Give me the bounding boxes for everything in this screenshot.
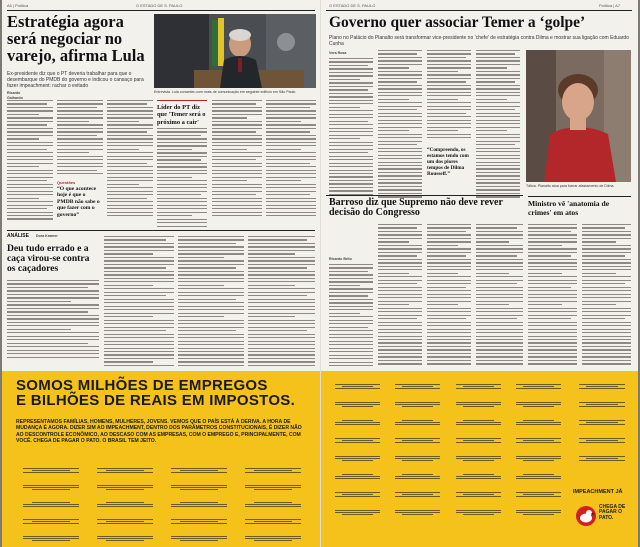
lead-pull-quote: “O que acontece hoje é que o PMDB não sabe o que fazer com o governo”: [57, 186, 100, 218]
lead-text-col-1: [7, 100, 53, 222]
ministro-text-col-1: [528, 224, 577, 367]
lead-headline: Estratégia agora será negociar no varejo, afirma Lula: [7, 12, 145, 65]
lead-text-col-5: [266, 100, 316, 218]
lead-text-col-2: [57, 100, 103, 177]
ad-signatories-right: [329, 383, 567, 523]
right-lead-headline: Governo quer associar Temer a ‘golpe’: [329, 14, 586, 31]
analysis-text-col-4: [248, 236, 315, 368]
left-folio-center: O ESTADO DE S. PAULO: [136, 3, 183, 8]
right-lead-byline: Vera Rosa: [329, 51, 347, 55]
right-folio: Política | A7: [599, 3, 621, 8]
lula-photo: [154, 14, 316, 88]
lead-byline: Ricardo Galhardo: [7, 91, 23, 100]
right-lead-subline: Plano no Palácio do Planalto será transformar vice-presidente no ‘chefe’ de estratégia contra Dilma e mostrar sua ligação com Eduardo Cunha: [329, 35, 629, 47]
duck-icon: [575, 505, 597, 527]
analysis-text-col-2: [104, 236, 174, 368]
dilma-photo-image: [526, 50, 631, 182]
lula-photo-image: [154, 14, 316, 88]
ad-signatories-right-col: [573, 383, 631, 469]
barroso-text-col-3: [427, 224, 471, 367]
right-text-col-3: [427, 50, 471, 141]
right-page: [321, 0, 638, 547]
sidebar-text: [157, 128, 207, 229]
right-text-col-4: [476, 50, 520, 200]
lead-subline: Ex-presidente diz que o PT deveria trabalhar para que o desembarque do PMDB do governo e indicou o cansaço para fazer impeachment: rachar o evitado: [7, 71, 144, 89]
left-folio: A6 | Política: [7, 3, 29, 8]
barroso-text-col-4: [476, 224, 523, 367]
right-text-col-1: [329, 58, 373, 197]
dilma-photo: [526, 50, 631, 182]
analysis-text-col-3: [178, 236, 244, 368]
ad-right-half: [321, 371, 638, 547]
barroso-headline: Barroso diz que Supremo não deve rever decisão do Congresso: [329, 197, 503, 219]
right-pull-quote: “Compreendo, os estamos tendo com um dos piores tempos de Dilma Rousseff.”: [427, 147, 469, 177]
ad-headline: [16, 379, 295, 408]
section-rule-left: [7, 230, 315, 231]
ad-pato-logo: [575, 503, 635, 543]
ministro-text-col-2: [582, 224, 631, 367]
top-rule-right: [326, 10, 632, 11]
ad-signatories-left: [16, 467, 308, 547]
sidebar-title: Líder do PT diz que 'Temer será o próximo a cair': [157, 104, 206, 126]
dilma-photo-caption: Tática. Planalto atua para barrar afastamento de Dilma: [526, 184, 614, 188]
ad-headline-line-1: SOMOS MILHÕES DE EMPREGOS: [16, 377, 268, 394]
lead-text-col-4: [212, 100, 262, 218]
section-rule-right: [326, 195, 523, 196]
analysis-columnist: Dora Kramer: [36, 234, 58, 238]
lula-photo-caption: Entrevista. Lula concedeu com mais de comunicação em seguinte edifício em São Paulo: [154, 90, 296, 94]
barroso-text-col-2: [378, 224, 422, 367]
right-text-col-2: [378, 50, 422, 200]
ad-manifesto: REPRESENTAMOS FAMÍLIAS, HOMENS, MULHERES, JOVENS. VEMOS QUE O PAÍS ESTÁ À DERIVA. A HORA DE MUDANÇA É AGORA. DIZER SIM AO IMPEACHMENT, DENTRO DOS PARÂMETROS CONSTITUCIONAIS, É DIZER NÃO AO DESCONTROLE ECONÔMICO, AO DESCASO COM AS EMPRESAS, COM O EMPREGO E, PRINCIPALMENTE, COM VOCÊ. CHEGA DE PAGAR O PATO. O BRASIL TEM JEITO.: [16, 419, 302, 445]
ad-left-half: [2, 371, 320, 547]
right-folio-center: O ESTADO DE S. PAULO: [329, 3, 376, 8]
ministro-rule: [528, 196, 631, 197]
ministro-title: Ministro vê 'anatomia de crimes' em atos: [528, 199, 610, 217]
sidebar-rule: [157, 100, 207, 101]
ad-stamp: CHEGA DE PAGAR O PATO.: [599, 504, 626, 521]
analysis-label: ANÁLISE: [7, 233, 29, 239]
barroso-byline: Ricardo Brito: [329, 257, 352, 261]
ad-headline-line-2: E BILHÕES DE REAIS EM IMPOSTOS.: [16, 391, 296, 409]
left-page: [2, 0, 320, 547]
ad-tagline: IMPEACHMENT JÁ: [573, 489, 623, 495]
lead-subhead: Questões: [57, 180, 76, 185]
top-rule: [7, 10, 315, 11]
barroso-text-col-1: [329, 264, 373, 369]
lead-text-col-3: [107, 100, 153, 218]
analysis-headline: Deu tudo errado e a caça virou-se contra os caçadores: [7, 243, 90, 274]
analysis-text-col-1: [7, 280, 99, 360]
